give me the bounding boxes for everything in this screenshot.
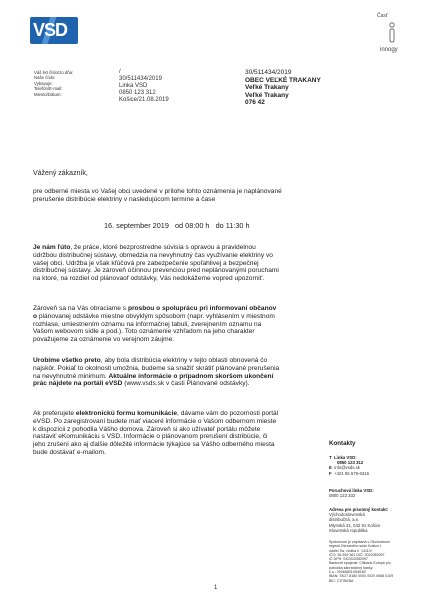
recipient-zip: 076 42 bbox=[245, 99, 265, 107]
address-line: distribučná, a.s. bbox=[329, 517, 360, 523]
paragraph-evsd bbox=[33, 410, 281, 457]
meta-value: 0850 123 312 bbox=[119, 90, 156, 96]
legal-line: Spoločnosť je zapísaná v Obchodnom bbox=[329, 540, 390, 544]
legal-line: BIC: CITISKBA bbox=[329, 578, 354, 583]
contacts-title: Kontakty bbox=[329, 440, 356, 447]
recipient-address bbox=[245, 69, 321, 107]
vsd-logo bbox=[30, 17, 78, 44]
linka-phone: 0850 123 312 bbox=[337, 460, 364, 466]
meta-label: Telefón/E-mail: bbox=[34, 86, 63, 92]
contact-fax: +421 55 678-6316 bbox=[334, 470, 370, 476]
outage-datetime bbox=[104, 221, 250, 230]
address-line: Slovenská republika bbox=[329, 527, 368, 533]
contacts-phone bbox=[329, 455, 369, 476]
recipient-ref: 30/511434/2019 bbox=[245, 69, 292, 76]
paragraph-bold: prosbou o spoluprácu pri informovaní občanov o bbox=[33, 305, 277, 320]
innogy-icon bbox=[386, 22, 398, 44]
legal-line: č.ú.: 2006680109/8180 bbox=[329, 570, 366, 575]
legal-line: IČO: 36 599 361 DIČ: 2022082997 bbox=[329, 552, 385, 557]
meta-value: Linka VSD bbox=[119, 83, 148, 89]
linka-label: Linka VSD: bbox=[334, 455, 357, 460]
legal-line: Bankové spojenie: Citibank Europe plc, bbox=[329, 561, 392, 566]
meta-label: Váš list číslo/zo dňa: bbox=[34, 70, 74, 75]
meta-label: Vybavuje: bbox=[34, 80, 53, 86]
outage-from: od 08:00 h bbox=[175, 221, 210, 230]
contact-email[interactable]: info@vsds.sk bbox=[334, 465, 360, 471]
legal-line: IBAN: SK27 8180 0000 0020 0668 0109 bbox=[329, 574, 394, 579]
address-label: Adresa pre písomný kontakt: bbox=[329, 507, 389, 512]
innogy-cast-label: Časť bbox=[377, 13, 388, 19]
email-prefix: E bbox=[329, 465, 332, 471]
recipient-line: Veľké Trakany bbox=[245, 84, 289, 92]
paragraph-text: plánovanej odstávke miestne obvyklým spôsobom (napr. vyhlásením v miestnom rozhlase, umiestnením oznamu na informačnej tabuli, zverejnením oznamu na Vašom webovom sídle a pod.). Toto oznámenie vzhľadom na jeho charakter považujeme za oznámenie vo verejnom záujme. bbox=[33, 312, 275, 344]
legal-line: pobočka zahraničnej banky bbox=[329, 565, 373, 570]
meta-value: 30/511434/2019 bbox=[119, 76, 162, 82]
paragraph-text: , aby bola distribúcia elektriny v tejto oblasti obnovená čo najskôr. Pokiaľ to okolnosti umožnia, budeme sa snažiť skrátiť plánované prerušenia na nevyhnutné minimum. bbox=[33, 357, 280, 380]
salutation: Vážený zákazník, bbox=[33, 170, 88, 177]
page-number: 1 bbox=[214, 585, 218, 591]
paragraph-lead: Urobíme všetko preto bbox=[33, 357, 101, 364]
paragraph-text: (www.vsds.sk v časti Plánované odstávky). bbox=[122, 380, 250, 388]
contacts-fault-line bbox=[329, 488, 374, 498]
poruch-phone: 0800 123 332 bbox=[329, 493, 356, 499]
outage-to: do 11:30 h bbox=[215, 221, 250, 230]
meta-labels bbox=[34, 70, 84, 97]
poruch-label: Poruchová linka VSD: bbox=[329, 488, 374, 493]
address-line: Východoslovenská bbox=[329, 512, 365, 518]
paragraph-restoration bbox=[33, 357, 281, 388]
paragraph-bold: elektronickú formu komunikácie bbox=[75, 410, 178, 417]
legal-line: registri Okresného súdu Košice I, bbox=[329, 544, 382, 549]
contacts-address bbox=[329, 507, 388, 533]
legal-line: IČ DPH: SK2022082997 bbox=[329, 557, 368, 562]
logo-text: VSD bbox=[33, 20, 68, 40]
meta-label: Miesto/Dátum: bbox=[34, 91, 62, 97]
meta-value: / bbox=[119, 69, 121, 75]
paragraph-text: Zároveň sa na Vás obraciame s bbox=[33, 305, 128, 312]
meta-values bbox=[119, 69, 169, 104]
meta-value: Košice/21.08.2019 bbox=[119, 97, 169, 103]
outage-date: 16. september 2019 bbox=[104, 221, 169, 230]
meta-label: Naše číslo: bbox=[34, 75, 56, 81]
intro-paragraph: pre odberné miesta vo Vašej obci uvedené v prílohe tohto oznámenia je naplánované prerušenie distribúcie elektriny v nasledujúcom termíne a čase bbox=[33, 188, 282, 203]
innogy-name: innogy bbox=[380, 47, 398, 53]
paragraph-cooperation bbox=[33, 305, 281, 344]
recipient-line: Veľké Trakany bbox=[245, 91, 289, 99]
company-legal bbox=[329, 540, 393, 583]
paragraph-maintenance bbox=[33, 244, 281, 283]
paragraph-text: , že práce, ktoré bezprostredne súvisia s opravou a pravidelnou údržbou distribučnej sústavy, obmedzia na nevyhnutný čas využívanie elektriny vo vašej obci. Udržba je však kľúčová pre zabezpečenie spoľahlivej a bezpečnej distribučnej sústavy. Je zároveň účinnou prevenciou pred neplánovanými poruchami na ktoré, na rozdiel od plánovaof odstávky, Vás nedokážeme vopred upozorniť. bbox=[33, 244, 279, 283]
legal-line: oddiel Sa, vložka č. 1411/V bbox=[329, 548, 373, 553]
paragraph-text: Ak preferujete bbox=[33, 410, 76, 417]
paragraph-text: , dávame vám do pozornosti portál eVSD. Po zaregistrovaní budete mať viaceré informácie o Vašom odbernom mieste k dispozícii z pohodlia Vášho domova. Zároveň si ako užívateľ portálu môžete nastaviť eKomunikáciu s VSD. Informácie o plánovanom prerušení distribúcie, či jeho zrušení ako aj ďalšie dôležité informácie týkajúce sa Vášho odberného miesta bude dostávať e-mailom. bbox=[33, 410, 279, 456]
paragraph-lead: Je nám ľúto bbox=[33, 244, 71, 251]
recipient-name: OBEC VEĽKÉ TRAKANY bbox=[245, 76, 321, 84]
phone-prefix: T bbox=[329, 455, 332, 460]
address-line: Mlynská 31, 042 91 Košice bbox=[329, 522, 381, 528]
fax-prefix: F bbox=[329, 470, 332, 476]
paragraph-bold: Aktuálne informácie o prípadnom skoršom ukončení prác nájdete na portáli eVSD bbox=[33, 372, 274, 388]
